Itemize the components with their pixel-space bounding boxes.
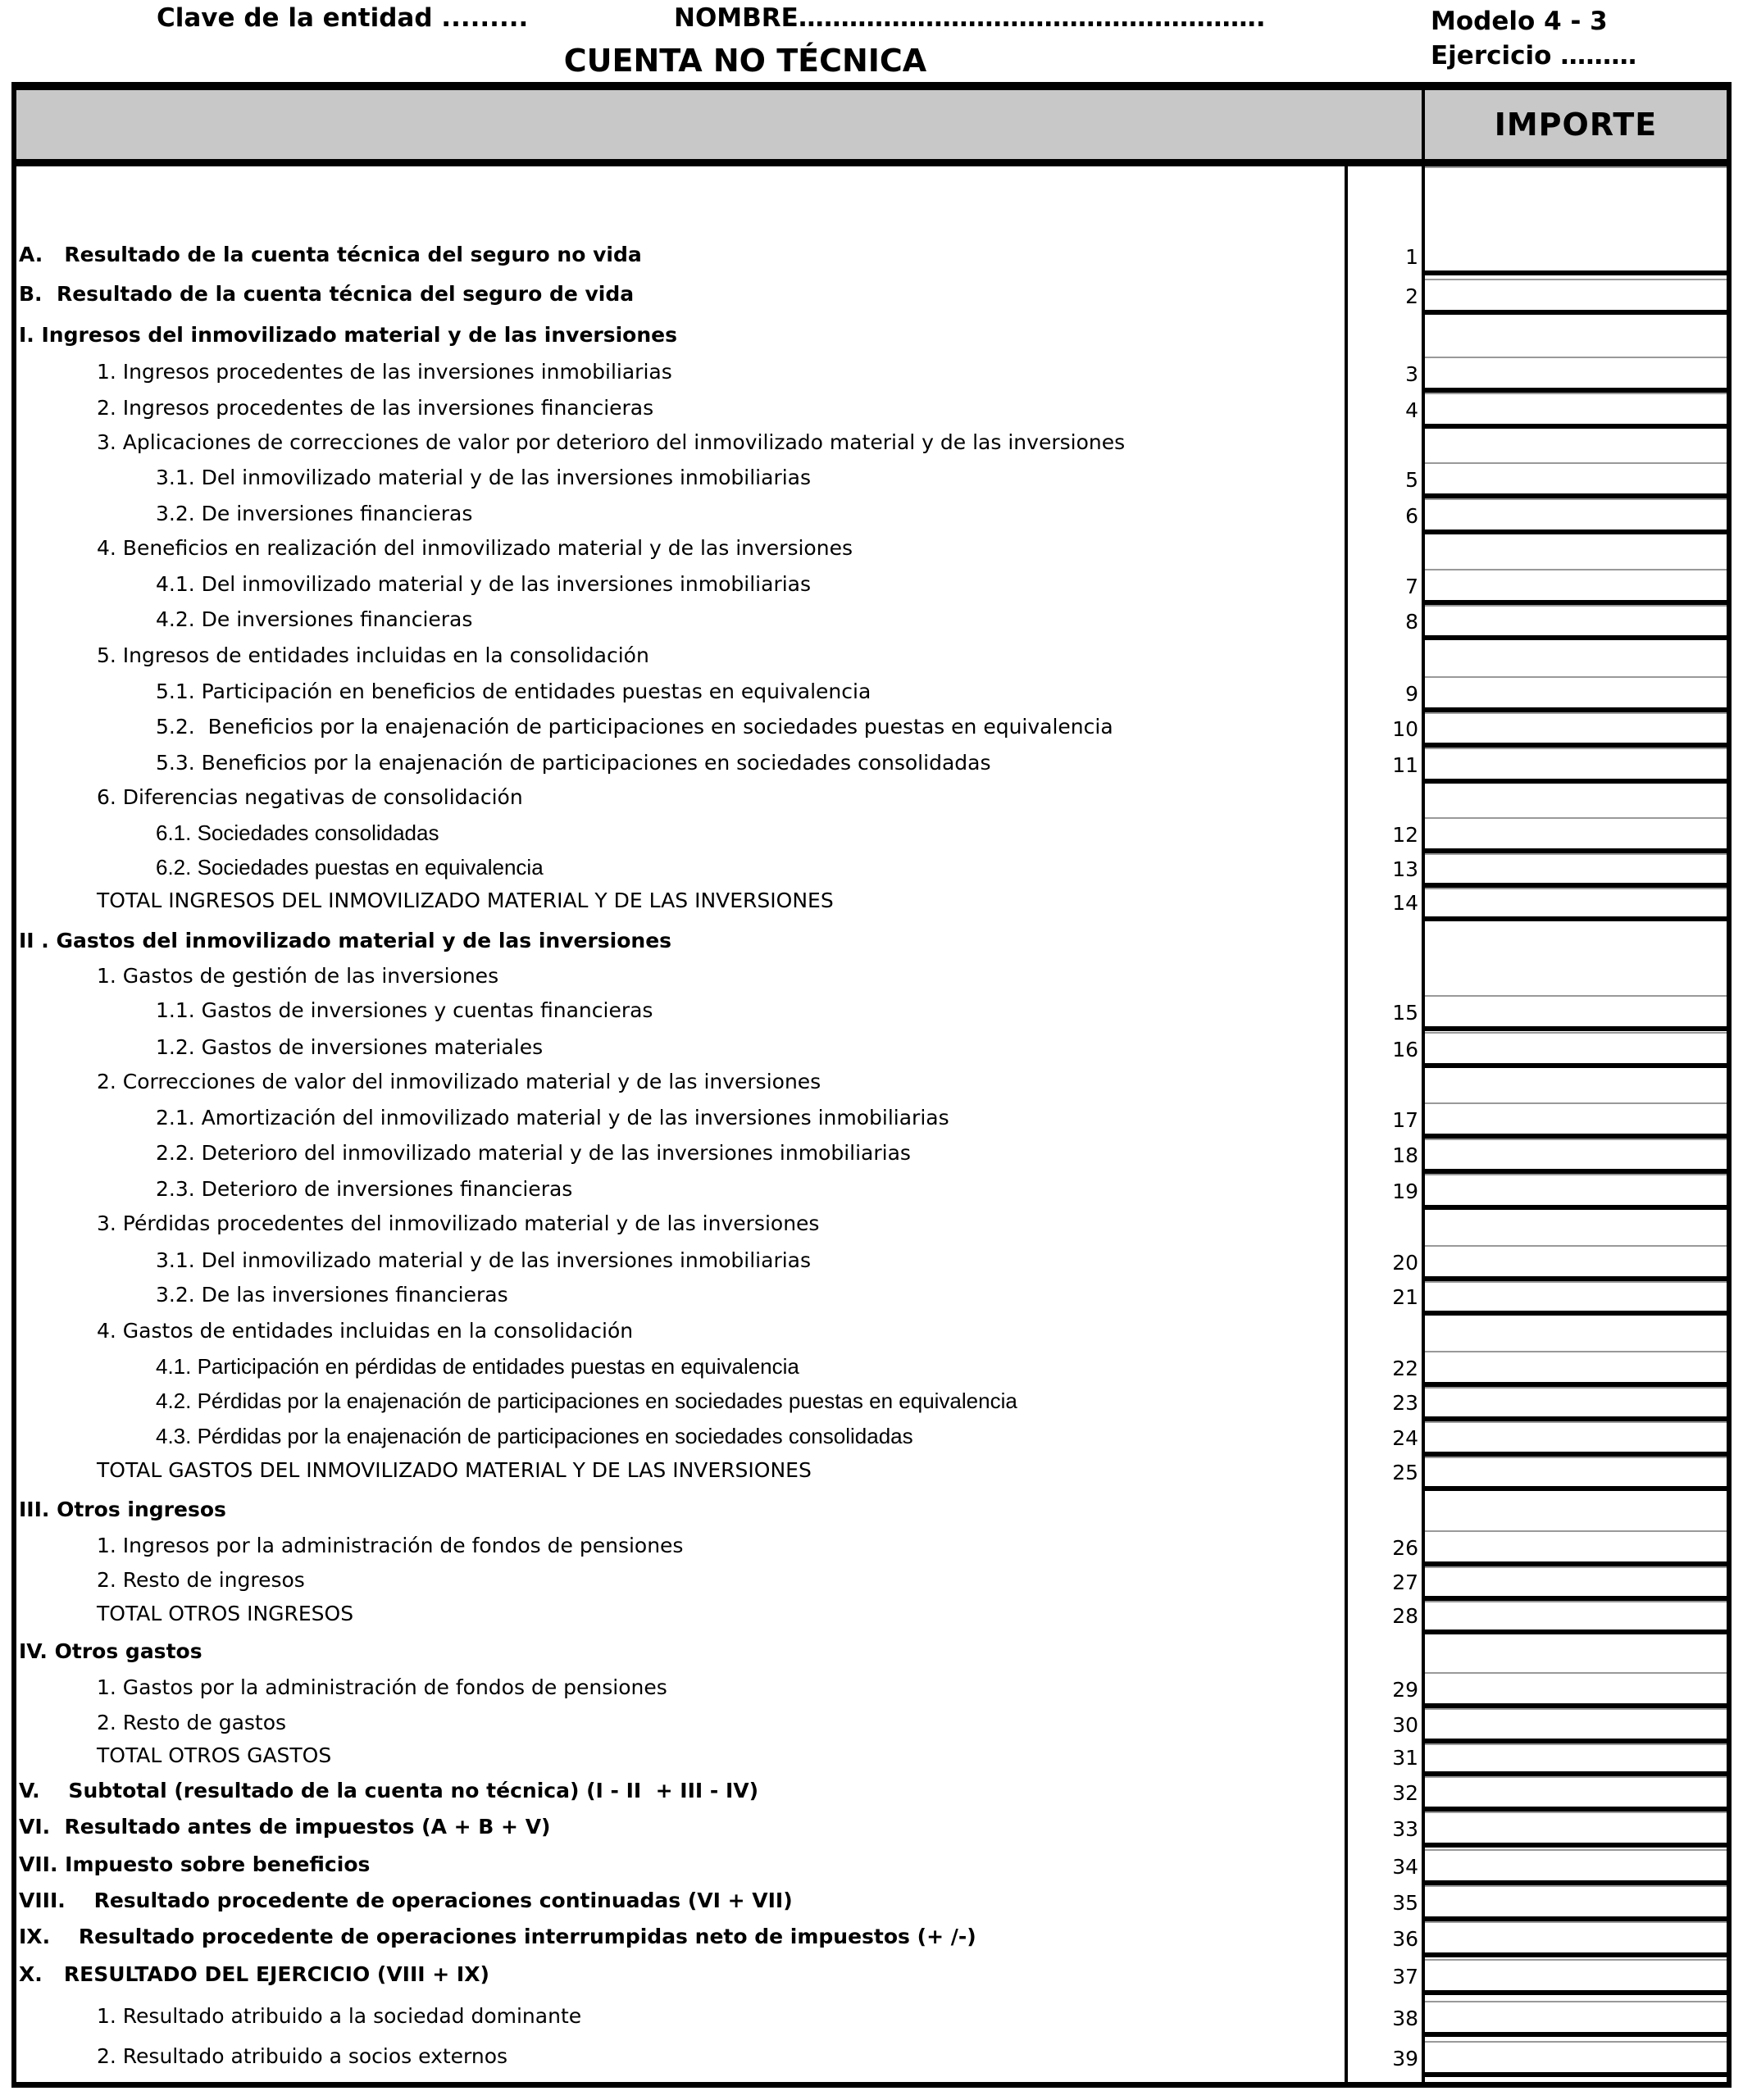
- row-label: 1. Resultado atribuido a la sociedad dominante: [97, 2003, 582, 2028]
- amount-input-cell[interactable]: [1425, 569, 1727, 605]
- row-number: 9: [1405, 682, 1418, 707]
- row-label: 4. Gastos de entidades incluidas en la consolidación: [97, 1319, 634, 1343]
- amount-input-cell[interactable]: [1425, 357, 1727, 393]
- amount-input-cell[interactable]: [1425, 676, 1727, 712]
- amount-input-cell[interactable]: [1425, 712, 1727, 748]
- row-number: 23: [1392, 1391, 1418, 1416]
- amount-input-cell[interactable]: [1425, 1885, 1727, 1921]
- row-number: 14: [1392, 891, 1418, 916]
- amount-input-cell[interactable]: [1425, 1708, 1727, 1743]
- row-label: X. RESULTADO DEL EJERCICIO (VIII + IX): [19, 1961, 489, 1986]
- amount-input-cell[interactable]: [1425, 1174, 1727, 1210]
- row-label: 1. Gastos de gestión de las inversiones: [97, 963, 499, 988]
- row-number: 20: [1392, 1250, 1418, 1275]
- row-label: 2.2. Deterioro del inmovilizado material y de las inversiones inmobiliarias: [156, 1140, 911, 1165]
- amount-input-cell[interactable]: [1425, 1245, 1727, 1281]
- row-label: 1.1. Gastos de inversiones y cuentas financieras: [156, 998, 653, 1023]
- row-label: 3.2. De las inversiones financieras: [156, 1283, 508, 1307]
- row-number: 17: [1392, 1108, 1418, 1133]
- amount-input-cell[interactable]: [1425, 1530, 1727, 1566]
- row-label: 1.2. Gastos de inversiones materiales: [156, 1034, 544, 1059]
- row-label: VI. Resultado antes de impuestos (A + B + V): [19, 1815, 551, 1839]
- row-number: 6: [1405, 503, 1418, 528]
- row-number: 39: [1392, 2046, 1418, 2070]
- row-label: 2. Resto de gastos: [97, 1710, 287, 1734]
- page-title: CUENTA NO TÉCNICA: [563, 43, 927, 79]
- amount-input-cell[interactable]: [1425, 1351, 1727, 1387]
- row-number: 13: [1392, 857, 1418, 882]
- amount-input-cell[interactable]: [1425, 1921, 1727, 1957]
- amount-input-cell[interactable]: [1425, 995, 1727, 1031]
- amount-input-cell[interactable]: [1425, 2001, 1727, 2037]
- row-label: 5. Ingresos de entidades incluidas en la consolidación: [97, 643, 649, 668]
- amount-input-cell[interactable]: [1425, 605, 1727, 640]
- amount-input-cell[interactable]: [1425, 2041, 1727, 2077]
- row-label: 1. Ingresos por la administración de fondos de pensiones: [97, 1533, 684, 1557]
- amount-input-cell[interactable]: [1425, 1387, 1727, 1422]
- row-label: 2. Resto de ingresos: [97, 1568, 305, 1593]
- row-number: 7: [1405, 575, 1418, 599]
- row-label: 2. Correcciones de valor del inmovilizado material y de las inversiones: [97, 1070, 821, 1094]
- row-label: I. Ingresos del inmovilizado material y de las inversiones: [19, 323, 677, 348]
- amount-input-cell[interactable]: [1425, 1139, 1727, 1174]
- row-number: 33: [1392, 1817, 1418, 1842]
- amount-input-cell[interactable]: [1425, 1032, 1727, 1068]
- row-label: VII. Impuesto sobre beneficios: [19, 1852, 371, 1876]
- row-number: 25: [1392, 1461, 1418, 1485]
- row-label: 6. Diferencias negativas de consolidación: [97, 785, 523, 810]
- row-number: 3: [1405, 361, 1418, 386]
- row-label: 4.3. Pérdidas por la enajenación de participaciones en sociedades consolidadas: [156, 1423, 913, 1448]
- amount-input-cell[interactable]: [1425, 1672, 1727, 1708]
- row-label: III. Otros ingresos: [19, 1497, 226, 1521]
- row-number: 26: [1392, 1535, 1418, 1560]
- row-label: 2. Resultado atribuido a socios externos: [97, 2043, 508, 2068]
- row-label: TOTAL GASTOS DEL INMOVILIZADO MATERIAL Y DE LAS INVERSIONES: [97, 1458, 812, 1483]
- amount-input-cell[interactable]: [1425, 1601, 1727, 1634]
- entity-key-label: Clave de la entidad .........: [157, 3, 529, 33]
- row-label: 4.1. Del inmovilizado material y de las inversiones inmobiliarias: [156, 572, 812, 597]
- row-number: 29: [1392, 1678, 1418, 1702]
- amount-input-cell[interactable]: [1425, 1102, 1727, 1139]
- row-label: IX. Resultado procedente de operaciones interrumpidas neto de impuestos (+ /-): [19, 1925, 976, 1949]
- row-number: 8: [1405, 610, 1418, 634]
- amount-input-cell[interactable]: [1425, 1743, 1727, 1777]
- row-label: 3. Aplicaciones de correcciones de valor por deterioro del inmovilizado material y de las inversiones: [97, 430, 1126, 455]
- row-label: 2.3. Deterioro de inversiones financieras: [156, 1176, 573, 1201]
- row-label: 3.2. De inversiones financieras: [156, 501, 473, 525]
- row-label: TOTAL OTROS GASTOS: [97, 1743, 332, 1768]
- amount-input-cell[interactable]: [1425, 1421, 1727, 1457]
- row-label: TOTAL OTROS INGRESOS: [97, 1602, 354, 1626]
- row-number: 19: [1392, 1179, 1418, 1203]
- row-number: 1: [1405, 245, 1418, 270]
- amount-input-cell[interactable]: [1425, 1811, 1727, 1848]
- amount-input-cell[interactable]: [1425, 462, 1727, 498]
- row-number: 31: [1392, 1746, 1418, 1770]
- row-number: 16: [1392, 1037, 1418, 1061]
- amount-input-cell[interactable]: [1425, 1776, 1727, 1811]
- row-label: B. Resultado de la cuenta técnica del seguro de vida: [19, 281, 635, 306]
- amount-input-cell[interactable]: [1425, 1959, 1727, 1995]
- amount-input-cell[interactable]: [1425, 817, 1727, 853]
- amount-input-cell[interactable]: [1425, 853, 1727, 889]
- row-number: 36: [1392, 1927, 1418, 1952]
- row-label: 4.2. Pérdidas por la enajenación de participaciones en sociedades puestas en equivalencia: [156, 1389, 1017, 1414]
- row-label: 2. Ingresos procedentes de las inversiones financieras: [97, 395, 654, 420]
- row-label: 3.1. Del inmovilizado material y de las inversiones inmobiliarias: [156, 1248, 812, 1272]
- row-label: 5.1. Participación en beneficios de entidades puestas en equivalencia: [156, 680, 872, 704]
- row-number: 35: [1392, 1891, 1418, 1916]
- row-label: 3. Pérdidas procedentes del inmovilizado material y de las inversiones: [97, 1211, 820, 1236]
- row-label: 6.1. Sociedades consolidadas: [156, 820, 439, 845]
- row-number: 5: [1405, 467, 1418, 492]
- row-number: 37: [1392, 1964, 1418, 1989]
- row-label: 1. Gastos por la administración de fondos de pensiones: [97, 1675, 667, 1700]
- row-label: IV. Otros gastos: [19, 1639, 203, 1663]
- row-number: 32: [1392, 1780, 1418, 1805]
- model-label: Modelo 4 - 3: [1431, 7, 1608, 36]
- row-label: 5.3. Beneficios por la enajenación de participaciones en sociedades consolidadas: [156, 750, 991, 775]
- amount-input-cell[interactable]: [1425, 1457, 1727, 1492]
- row-label: 3.1. Del inmovilizado material y de las inversiones inmobiliarias: [156, 465, 812, 489]
- row-label: 5.2. Beneficios por la enajenación de participaciones en sociedades puestas en equivalencia: [156, 714, 1113, 739]
- amount-input-cell[interactable]: [1425, 1566, 1727, 1602]
- row-number: 28: [1392, 1604, 1418, 1629]
- row-number: 38: [1392, 2006, 1418, 2030]
- amount-input-cell[interactable]: [1425, 1849, 1727, 1885]
- row-number: 12: [1392, 822, 1418, 847]
- row-number: 27: [1392, 1570, 1418, 1595]
- row-number: 30: [1392, 1712, 1418, 1737]
- fiscal-year-label: Ejercicio ………: [1431, 41, 1637, 70]
- row-label: 1. Ingresos procedentes de las inversiones inmobiliarias: [97, 359, 672, 384]
- amount-input-cell[interactable]: [1425, 1281, 1727, 1316]
- row-number: 21: [1392, 1285, 1418, 1310]
- row-label: II . Gastos del inmovilizado material y de las inversiones: [19, 929, 672, 953]
- row-label: TOTAL INGRESOS DEL INMOVILIZADO MATERIAL Y DE LAS INVERSIONES: [97, 889, 834, 913]
- row-number: 11: [1392, 752, 1418, 777]
- amount-input-cell[interactable]: [1425, 166, 1727, 275]
- name-label: NOMBRE……………………………………………….: [674, 3, 1266, 33]
- amount-input-cell[interactable]: [1425, 279, 1727, 315]
- amount-input-cell[interactable]: [1425, 748, 1727, 784]
- row-label: A. Resultado de la cuenta técnica del seguro no vida: [19, 243, 642, 267]
- row-label: 4.1. Participación en pérdidas de entidades puestas en equivalencia: [156, 1353, 799, 1379]
- row-label: 4. Beneficios en realización del inmovilizado material y de las inversiones: [97, 536, 853, 561]
- row-number: 15: [1392, 1001, 1418, 1025]
- amount-column-header: IMPORTE: [1494, 107, 1658, 143]
- divider: [11, 159, 1732, 166]
- row-number: 34: [1392, 1854, 1418, 1879]
- row-label: 6.2. Sociedades puestas en equivalencia: [156, 855, 544, 880]
- amount-input-cell[interactable]: [1425, 888, 1727, 921]
- row-number: 2: [1405, 284, 1418, 308]
- row-label: V. Subtotal (resultado de la cuenta no técnica) (I - II + III - IV): [19, 1778, 759, 1802]
- row-number: 10: [1392, 716, 1418, 741]
- row-label: 4.2. De inversiones financieras: [156, 607, 473, 631]
- row-number: 22: [1392, 1356, 1418, 1380]
- row-label: 2.1. Amortización del inmovilizado material y de las inversiones inmobiliarias: [156, 1106, 949, 1130]
- divider: [11, 82, 1732, 90]
- amount-input-cell[interactable]: [1425, 393, 1727, 429]
- row-number: 4: [1405, 398, 1418, 422]
- row-number: 18: [1392, 1143, 1418, 1167]
- row-number: 24: [1392, 1425, 1418, 1450]
- row-label: VIII. Resultado procedente de operaciones continuadas (VI + VII): [19, 1889, 793, 1913]
- amount-input-cell[interactable]: [1425, 498, 1727, 534]
